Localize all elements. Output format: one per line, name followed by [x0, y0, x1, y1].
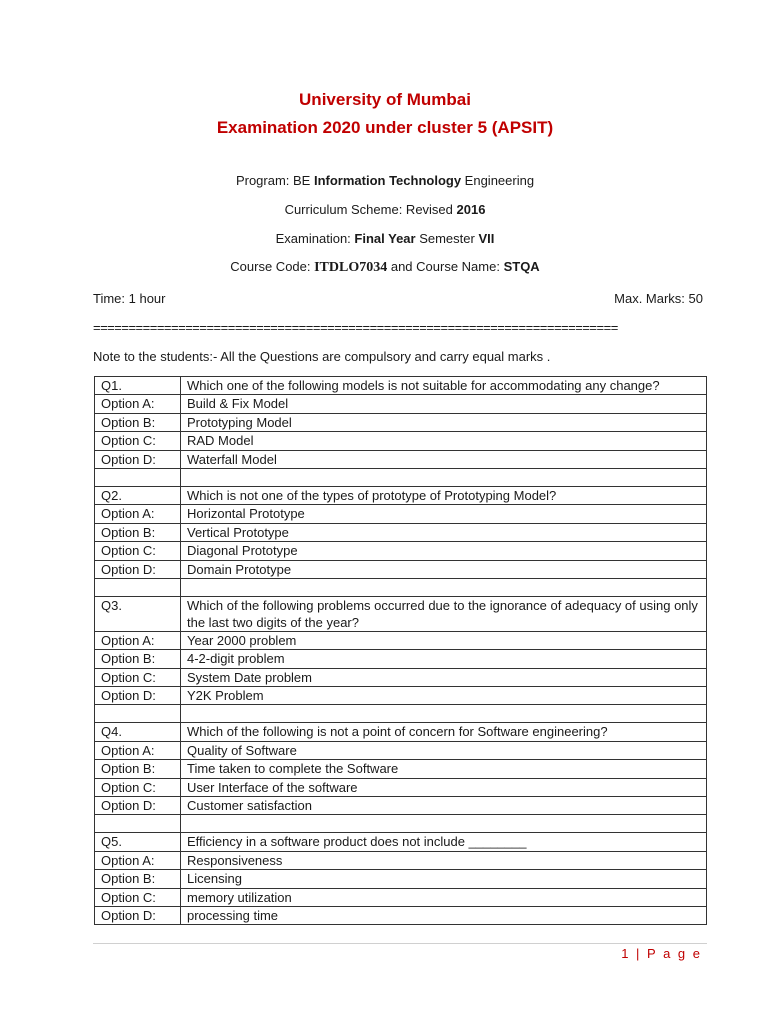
spacer-row-text: [181, 815, 707, 833]
option-row-label: Option A:: [95, 851, 181, 869]
question-row-label: Q1.: [95, 377, 181, 395]
option-row-label: Option B:: [95, 870, 181, 888]
option-row-label: Option B:: [95, 413, 181, 431]
separator-rule: ==========================================================================: [93, 320, 618, 335]
option-row-text: System Date problem: [181, 668, 707, 686]
spacer-row-label: [95, 815, 181, 833]
page-number: 1 | P a g e: [621, 946, 702, 961]
option-row: [95, 797, 707, 815]
option-row: [95, 650, 707, 668]
question-row-text: Efficiency in a software product does not include ________: [181, 833, 707, 851]
course-name: STQA: [503, 259, 540, 274]
option-row-text: RAD Model: [181, 432, 707, 450]
question-row-label: Q5.: [95, 833, 181, 851]
time-marks-row: [93, 291, 703, 306]
spacer-row: [95, 815, 707, 833]
spacer-row: [95, 468, 707, 486]
option-row: [95, 888, 707, 906]
spacer-row: [95, 578, 707, 596]
question-row-text: Which of the following problems occurred due to the ignorance of adequacy of using only the last two digits of the year?: [181, 596, 707, 631]
spacer-row-text: [181, 705, 707, 723]
option-row-label: Option D:: [95, 450, 181, 468]
option-row: [95, 851, 707, 869]
curriculum-line: Curriculum Scheme: Revised 2016: [284, 202, 486, 217]
option-row-label: Option D:: [95, 560, 181, 578]
question-row-text: Which is not one of the types of prototype of Prototyping Model?: [181, 486, 707, 504]
option-row-label: Option C:: [95, 778, 181, 796]
option-row: [95, 760, 707, 778]
examination-line: Examination: Final Year Semester VII: [275, 231, 495, 246]
option-row: [95, 906, 707, 924]
question-row-text: Which one of the following models is not suitable for accommodating any change?: [181, 377, 707, 395]
exam-title: Examination 2020 under cluster 5 (APSIT): [216, 118, 554, 137]
option-row: [95, 523, 707, 541]
option-row-label: Option B:: [95, 523, 181, 541]
questions-body: [95, 377, 707, 925]
option-row: [95, 432, 707, 450]
option-row-text: Build & Fix Model: [181, 395, 707, 413]
option-row: [95, 687, 707, 705]
option-row-label: Option A:: [95, 631, 181, 649]
option-row-text: Quality of Software: [181, 741, 707, 759]
option-row: [95, 450, 707, 468]
option-row-text: Y2K Problem: [181, 687, 707, 705]
spacer-row-label: [95, 578, 181, 596]
spacer-row-label: [95, 468, 181, 486]
spacer-row-text: [181, 468, 707, 486]
option-row: [95, 413, 707, 431]
option-row-label: Option A:: [95, 741, 181, 759]
option-row-text: Licensing: [181, 870, 707, 888]
option-row-text: Time taken to complete the Software: [181, 760, 707, 778]
questions-table: [94, 376, 707, 925]
spacer-row-label: [95, 705, 181, 723]
university-title: University of Mumbai: [299, 90, 471, 109]
option-row-text: Prototyping Model: [181, 413, 707, 431]
option-row-text: Responsiveness: [181, 851, 707, 869]
question-row-label: Q4.: [95, 723, 181, 741]
question-row: [95, 596, 707, 631]
option-row: [95, 542, 707, 560]
option-row: [95, 668, 707, 686]
option-row: [95, 870, 707, 888]
note-to-students: Note to the students:- All the Questions are compulsory and carry equal marks .: [93, 349, 551, 364]
option-row-text: Horizontal Prototype: [181, 505, 707, 523]
option-row-label: Option C:: [95, 432, 181, 450]
option-row: [95, 778, 707, 796]
option-row-text: User Interface of the software: [181, 778, 707, 796]
max-marks-label: Max. Marks: 50: [614, 291, 703, 306]
option-row-label: Option D:: [95, 687, 181, 705]
question-row-label: Q3.: [95, 596, 181, 631]
footer-divider: [93, 943, 707, 944]
program-line: Program: BE Information Technology Engineering: [235, 173, 535, 188]
option-row-label: Option C:: [95, 888, 181, 906]
question-row: [95, 833, 707, 851]
option-row-text: memory utilization: [181, 888, 707, 906]
option-row: [95, 505, 707, 523]
option-row-text: Year 2000 problem: [181, 631, 707, 649]
option-row-label: Option C:: [95, 668, 181, 686]
option-row: [95, 631, 707, 649]
option-row-label: Option C:: [95, 542, 181, 560]
option-row-text: Domain Prototype: [181, 560, 707, 578]
option-row-label: Option A:: [95, 395, 181, 413]
option-row-label: Option B:: [95, 650, 181, 668]
option-row-text: Vertical Prototype: [181, 523, 707, 541]
spacer-row: [95, 705, 707, 723]
spacer-row-text: [181, 578, 707, 596]
option-row-label: Option D:: [95, 797, 181, 815]
course-line: Course Code: ITDLO7034 and Course Name: STQA: [230, 259, 540, 275]
option-row-label: Option D:: [95, 906, 181, 924]
question-row: [95, 486, 707, 504]
option-row-text: Waterfall Model: [181, 450, 707, 468]
option-row: [95, 741, 707, 759]
option-row: [95, 560, 707, 578]
option-row: [95, 395, 707, 413]
option-row-text: processing time: [181, 906, 707, 924]
option-row-text: Customer satisfaction: [181, 797, 707, 815]
option-row-text: Diagonal Prototype: [181, 542, 707, 560]
question-row: [95, 377, 707, 395]
option-row-label: Option B:: [95, 760, 181, 778]
course-code: ITDLO7034: [314, 260, 388, 275]
option-row-label: Option A:: [95, 505, 181, 523]
question-row-label: Q2.: [95, 486, 181, 504]
question-row: [95, 723, 707, 741]
time-label: Time: 1 hour: [93, 291, 166, 306]
question-row-text: Which of the following is not a point of concern for Software engineering?: [181, 723, 707, 741]
option-row-text: 4-2-digit problem: [181, 650, 707, 668]
